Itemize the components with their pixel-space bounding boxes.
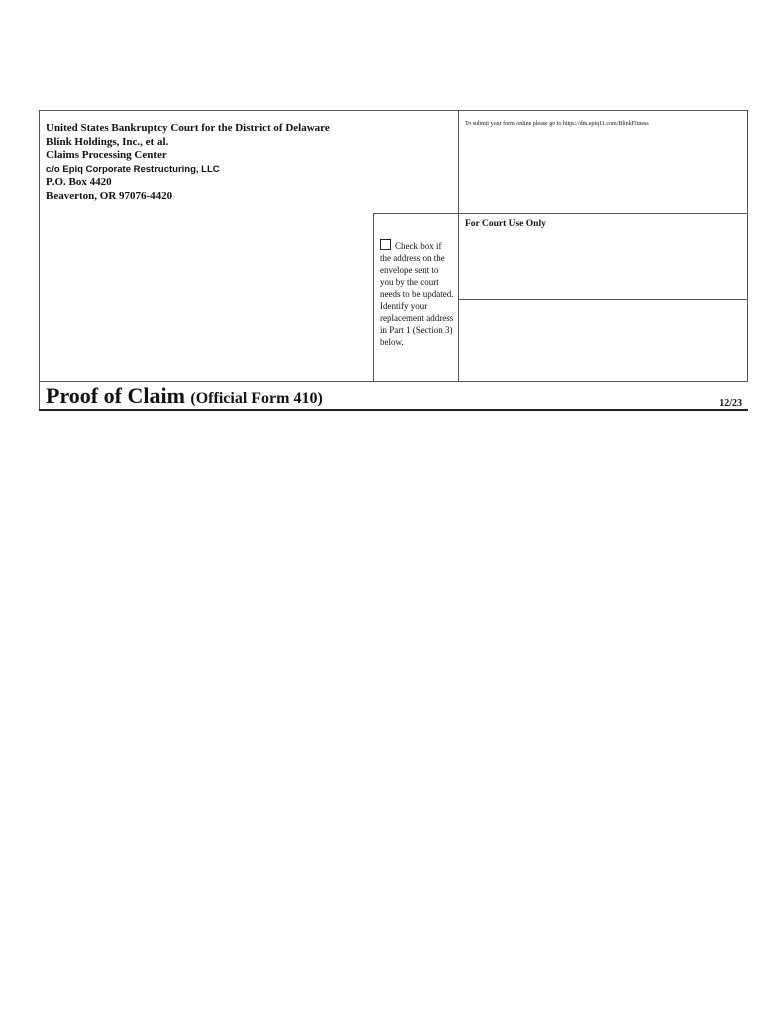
form-revision-date: 12/23 — [719, 398, 742, 409]
processing-center: Claims Processing Center — [46, 149, 167, 162]
address-update-checkbox-group — [380, 239, 454, 348]
po-box: P.O. Box 4420 — [46, 176, 112, 189]
title-bottom-rule — [39, 409, 748, 411]
address-update-checkbox[interactable] — [380, 239, 391, 250]
court-name: United States Bankruptcy Court for the District of Delaware — [46, 122, 330, 134]
frame-right-rule — [747, 110, 748, 382]
court-use-rule — [458, 299, 748, 300]
title-top-rule — [39, 381, 748, 382]
court-address-block — [46, 122, 330, 204]
court-use-label: For Court Use Only — [465, 219, 546, 229]
form-title: Proof of Claim — [46, 383, 185, 408]
debtor-name: Blink Holdings, Inc., et al. — [46, 135, 169, 148]
address-update-checkbox-label: Check box if the address on the envelope sent to you by the court needs to be updated. Identify your replacement address in Part 1 (Section 3) below. — [380, 241, 454, 347]
city-state-zip: Beaverton, OR 97076-4420 — [46, 189, 173, 202]
online-submission-note: To submit your form online please go to https://dm.epiq11.com/BlinkFitness — [465, 121, 649, 127]
frame-top-rule — [39, 110, 748, 111]
care-of-line: c/o Epiq Corporate Restructuring, LLC — [46, 163, 220, 175]
form-title-row — [46, 383, 323, 409]
frame-left-rule — [39, 110, 40, 411]
column-divider — [458, 110, 459, 382]
address-bottom-rule — [374, 213, 748, 214]
form-subtitle: (Official Form 410) — [190, 390, 323, 407]
checkbox-left-rule — [373, 213, 374, 382]
